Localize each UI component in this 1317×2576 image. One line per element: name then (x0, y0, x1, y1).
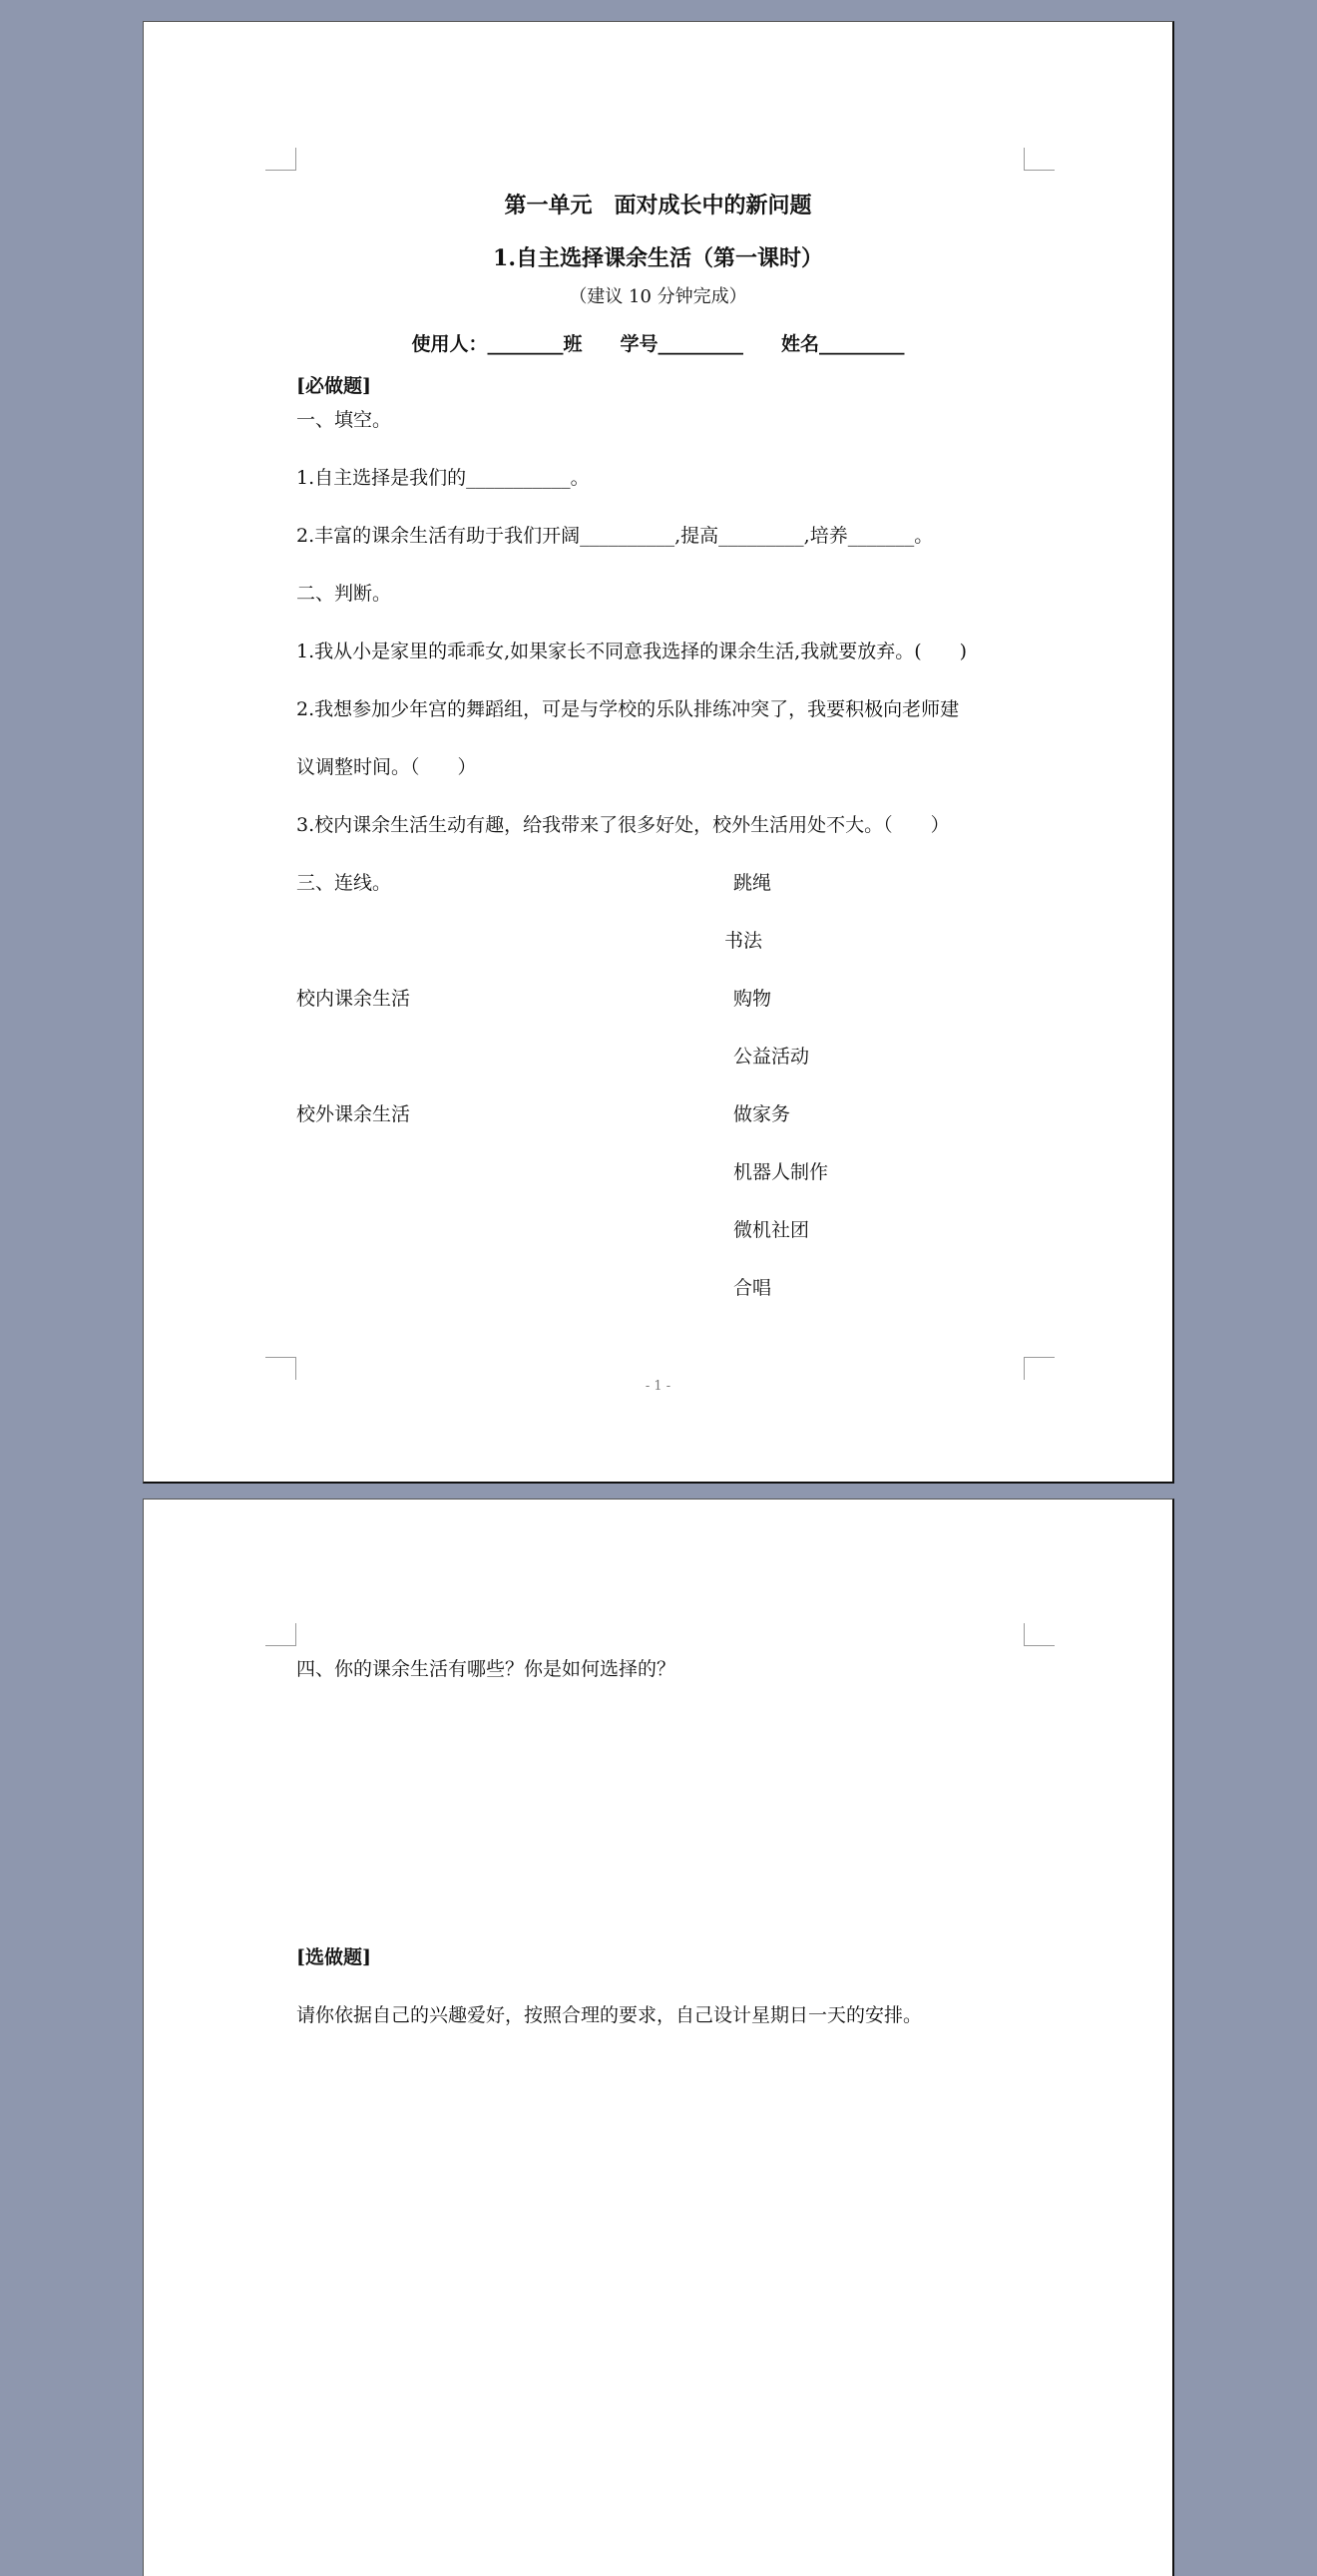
match-right-item: 购物 (733, 988, 772, 1010)
margin-corner-top-right (1024, 1623, 1055, 1646)
judge-question-2-line-2: 议调整时间。（ ） (296, 756, 477, 778)
match-right-item: 做家务 (733, 1103, 791, 1125)
judge-question-1: 1.我从小是家里的乖乖女,如果家长不同意我选择的课余生活,我就要放弃。( ) (296, 641, 968, 662)
section-open-question: 四、你的课余生活有哪些？你是如何选择的？ (296, 1658, 676, 1680)
margin-corner-top-left (265, 1623, 296, 1646)
document-page-2 (143, 1499, 1174, 2576)
user-info-line: 使用人：________班 学号_________ 姓名_________ (411, 333, 905, 355)
match-right-item: 机器人制作 (733, 1161, 829, 1183)
match-left-item: 校外课余生活 (296, 1103, 411, 1125)
judge-question-3: 3.校内课余生活生动有趣，给我带来了很多好处，校外生活用处不大。（ ） (296, 814, 950, 836)
section-judge-heading: 二、判断。 (296, 583, 392, 605)
required-label: [必做题] (296, 375, 371, 397)
margin-corner-bottom-right (1024, 1357, 1055, 1380)
match-right-item: 跳绳 (733, 872, 772, 894)
match-right-item: 书法 (724, 930, 763, 952)
margin-corner-top-left (265, 148, 296, 171)
fill-question-1: 1.自主选择是我们的___________。 (296, 467, 590, 489)
page-number: - 1 - (645, 1379, 671, 1394)
optional-question: 请你依据自己的兴趣爱好，按照合理的要求，自己设计星期日一天的安排。 (296, 2004, 923, 2026)
match-right-item: 公益活动 (733, 1046, 810, 1068)
match-left-item: 校内课余生活 (296, 988, 411, 1010)
document-page-1 (143, 21, 1174, 1484)
unit-title: 第一单元 面对成长中的新问题 (504, 193, 812, 218)
match-right-item: 微机社团 (733, 1219, 810, 1241)
optional-label: [选做题] (296, 1946, 371, 1968)
margin-corner-top-right (1024, 148, 1055, 171)
time-suggestion: （建议 10 分钟完成） (569, 286, 747, 307)
margin-corner-bottom-left (265, 1357, 296, 1380)
judge-question-2-line-1: 2.我想参加少年宫的舞蹈组，可是与学校的乐队排练冲突了，我要积极向老师建 (296, 698, 960, 720)
lesson-title: 1.自主选择课余生活（第一课时） (493, 245, 823, 271)
fill-question-2: 2.丰富的课余生活有助于我们开阔__________,提高_________,培养_______。 (296, 525, 934, 547)
section-fill-heading: 一、填空。 (296, 409, 392, 431)
section-match-heading: 三、连线。 (296, 872, 392, 894)
match-right-item: 合唱 (733, 1277, 772, 1299)
